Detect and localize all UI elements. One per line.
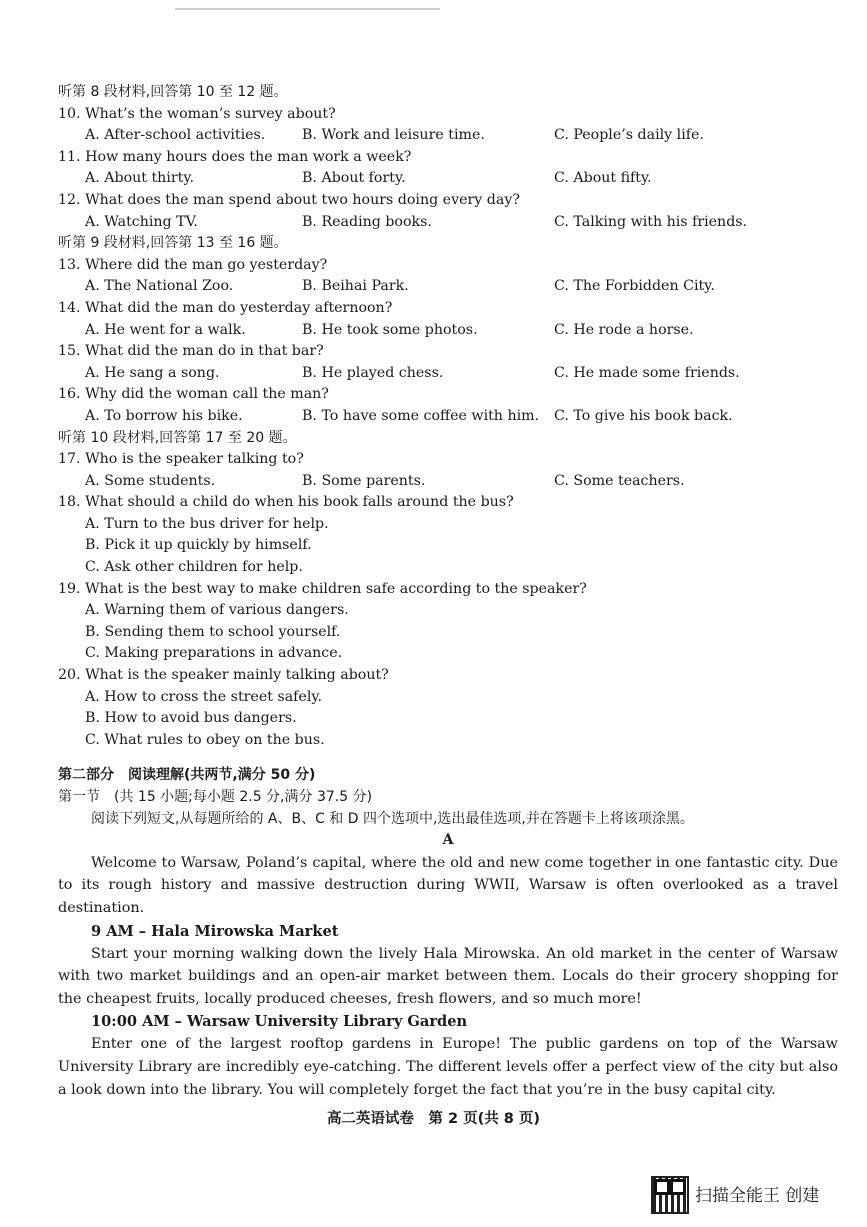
passage-paragraph: Enter one of the largest rooftop gardens in Europe! The public gardens on top of the Warsaw University Library are incredibly eye-catching. The different levels offer a perfect view of the city but also a look down into the library. You will completely forget the fact that you’re in the busy capital city.	[58, 1036, 838, 1098]
part-title: 第二部分 阅读理解(共两节,满分 50 分)	[58, 767, 316, 784]
question-text: 17. Who is the speaker talking to?	[58, 451, 304, 468]
option-c: C. He made some friends.	[554, 364, 740, 381]
options-row	[58, 212, 838, 234]
option-b: B. Work and leisure time.	[302, 127, 485, 144]
option-a: A. Warning them of various dangers.	[85, 602, 349, 619]
scan-mark	[175, 8, 440, 10]
question-text: 20. What is the speaker mainly talking about?	[58, 667, 389, 684]
passage-intro: Welcome to Warsaw, Poland’s capital, where the old and new come together in one fantastic city. Due to its rough history and massive destruction during WWII, Warsaw is often overlooked as a travel destination.	[58, 854, 838, 916]
page-footer: 高二英语试卷 第 2 页(共 8 页)	[326, 1111, 541, 1127]
option-b: B. Reading books.	[302, 213, 432, 230]
option-b: B. He played chess.	[302, 364, 444, 381]
question-text: 16. Why did the woman call the man?	[58, 386, 329, 403]
option-b: B. Pick it up quickly by himself.	[85, 537, 312, 554]
question-text: 13. Where did the man go yesterday?	[58, 256, 328, 273]
option-b: B. To have some coffee with him.	[302, 407, 540, 424]
options-row	[58, 363, 838, 385]
question-text: 12. What does the man spend about two hours doing every day?	[58, 191, 520, 208]
section-header: 听第 10 段材料,回答第 17 至 20 题。	[58, 429, 297, 446]
question-block	[58, 255, 838, 298]
question-text: 15. What did the man do in that bar?	[58, 343, 324, 360]
question-block	[58, 579, 838, 665]
option-a: A. Turn to the bus driver for help.	[85, 515, 329, 532]
options-row	[58, 168, 838, 190]
option-c: C. The Forbidden City.	[554, 278, 715, 295]
passage-label: A	[442, 832, 454, 849]
question-block	[58, 190, 838, 233]
section-title: 第一节 (共 15 小题;每小题 2.5 分,满分 37.5 分)	[58, 789, 373, 805]
question-text: 10. What’s the woman’s survey about?	[58, 105, 336, 122]
option-b: B. Beihai Park.	[302, 278, 409, 295]
option-a: A. He sang a song.	[85, 364, 220, 381]
option-b: B. He took some photos.	[302, 321, 478, 338]
option-a: A. He went for a walk.	[85, 321, 246, 338]
question-block	[58, 384, 838, 427]
section-header: 听第 8 段材料,回答第 10 至 12 题。	[58, 84, 288, 100]
passage-heading: 9 AM – Hala Mirowska Market	[91, 922, 339, 940]
question-block	[58, 492, 838, 578]
question-block	[58, 298, 838, 341]
option-c: C. Some teachers.	[554, 472, 685, 489]
options-row	[58, 471, 838, 493]
option-b: B. About forty.	[302, 170, 406, 187]
options-row	[58, 406, 838, 428]
option-a: A. Watching TV.	[85, 213, 198, 230]
exam-content	[58, 82, 838, 1101]
option-a: A. Some students.	[85, 472, 216, 489]
options-row	[58, 276, 838, 298]
question-block	[58, 341, 838, 384]
option-b: B. Some parents.	[302, 472, 426, 489]
qr-code-icon	[651, 1176, 689, 1214]
option-a: A. About thirty.	[85, 170, 194, 187]
option-a: A. To borrow his bike.	[85, 407, 243, 424]
option-b: B. How to avoid bus dangers.	[85, 710, 297, 727]
option-c: C. To give his book back.	[554, 407, 733, 424]
option-c: C. Ask other children for help.	[85, 559, 303, 576]
passage-heading: 10:00 AM – Warsaw University Library Garden	[91, 1013, 468, 1031]
option-a: A. After-school activities.	[85, 127, 266, 144]
option-c: C. About fifty.	[554, 170, 652, 187]
option-b: B. Sending them to school yourself.	[85, 623, 341, 640]
section-header: 听第 9 段材料,回答第 13 至 16 题。	[58, 235, 288, 252]
option-c: C. What rules to obey on the bus.	[85, 731, 325, 748]
options-row	[58, 125, 838, 147]
option-c: C. People’s daily life.	[554, 127, 704, 144]
question-text: 11. How many hours does the man work a week?	[58, 148, 412, 165]
option-c: C. Making preparations in advance.	[85, 645, 343, 662]
question-block	[58, 104, 838, 147]
question-text: 19. What is the best way to make children safe according to the speaker?	[58, 580, 587, 597]
passage-paragraph: Start your morning walking down the lively Hala Mirowska. An old market in the center of Warsaw with two market buildings and an open-air market between them. Locals do their grocery shopping for the cheapest fruits, locally produced cheeses, fresh flowers, and so much more!	[58, 945, 838, 1007]
option-c: C. Talking with his friends.	[554, 213, 748, 230]
question-text: 18. What should a child do when his book falls around the bus?	[58, 494, 514, 511]
scanner-watermark: 扫描全能王 创建	[695, 1186, 820, 1206]
option-a: A. The National Zoo.	[85, 278, 234, 295]
question-block	[58, 449, 838, 492]
question-block	[58, 147, 838, 190]
option-c: C. He rode a horse.	[554, 321, 694, 338]
question-block	[58, 665, 838, 751]
options-row	[58, 320, 838, 342]
question-text: 14. What did the man do yesterday afternoon?	[58, 299, 393, 316]
instructions: 阅读下列短文,从每题所给的 A、B、C 和 D 四个选项中,选出最佳选项,并在答题卡上将该项涂黑。	[91, 810, 694, 827]
option-a: A. How to cross the street safely.	[85, 688, 323, 705]
